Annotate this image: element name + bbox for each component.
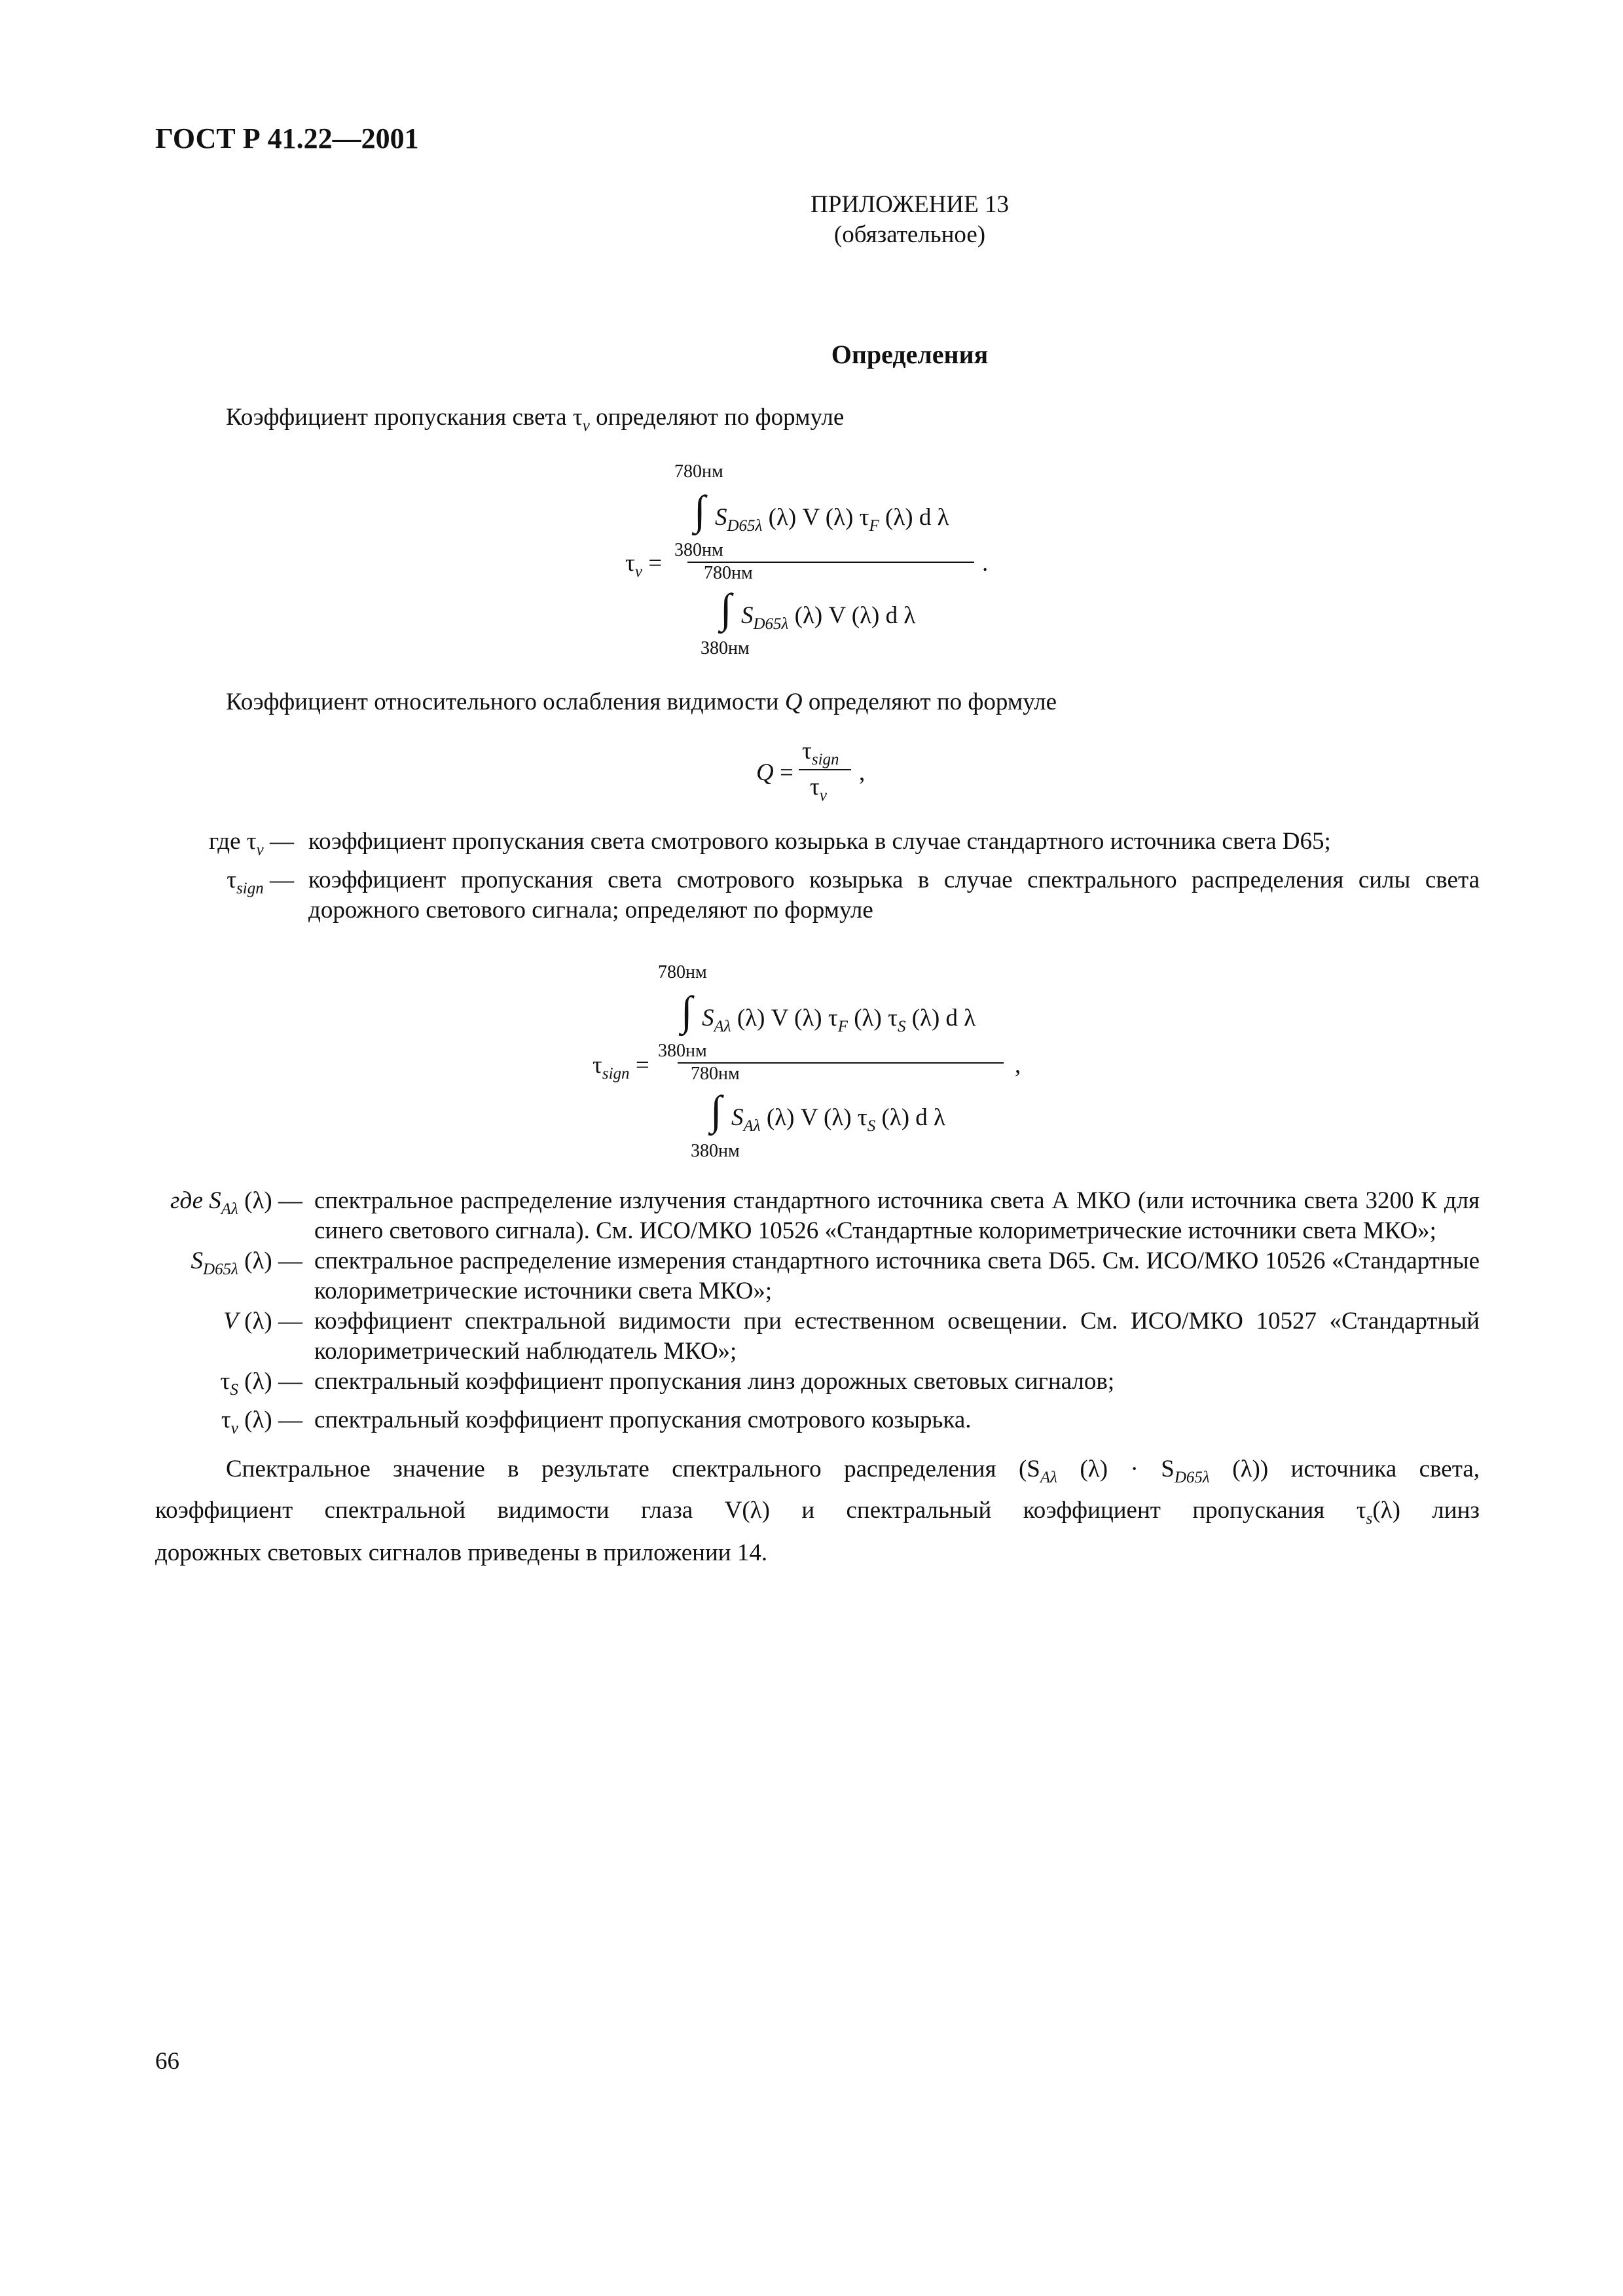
where1-item-tau-sign: [155, 865, 1480, 925]
f3-num-lower-limit: 380нм: [658, 1041, 707, 1061]
f1-den-sub: D65λ: [753, 615, 789, 633]
p1-text: Коэффициент пропускания света τ: [226, 404, 583, 431]
f1-num-integral: ∫: [694, 487, 706, 533]
f1-num-symbol: S: [715, 504, 727, 531]
p2-var: Q: [784, 689, 803, 715]
where2-item: [155, 1367, 1480, 1405]
f2-num-sub: sign: [811, 751, 839, 768]
f1-lhs-symbol: τ: [625, 550, 635, 577]
annex-status: (обязательное): [833, 221, 986, 248]
final-line-3: дорожных световых сигналов приведены в приложении 14.: [155, 1539, 768, 1566]
where2-item: [155, 1246, 1480, 1306]
paragraph-transmittance: [226, 403, 844, 441]
p2-text: Коэффициент относительного ослабления видимости: [226, 689, 785, 715]
where2-term: $\tau_v$ (λ) —: [221, 1407, 302, 1437]
f2-num-symbol: τ: [802, 738, 812, 764]
f1-num-tail2: (λ) d λ: [879, 504, 949, 531]
f1-lhs-sub: v: [634, 563, 642, 581]
page-number: 66: [155, 2048, 179, 2075]
f2-end: ,: [859, 759, 866, 786]
f1-den-integral: ∫: [720, 585, 732, 632]
where2-desc: спектральное распределение измерения стандартного источника света D65. См. ИСО/МКО 10526 «Стандартные колориметрические источники света МКО»;: [314, 1247, 1480, 1304]
where2-desc: спектральное распределение излучения стандартного источника света А МКО (или источника света 3200 К для синего светового сигнала). См. ИСО/МКО 10526 «Стандартные колориметрические источники света МКО»;: [314, 1187, 1480, 1244]
f1-upper-limit: 780нм: [674, 461, 723, 482]
f2-den-sub: v: [819, 787, 827, 804]
where2-item: [155, 1186, 1480, 1246]
p1-tail: определяют по формуле: [589, 404, 845, 431]
f3-lhs: $\tau_{sign}$ =: [593, 1052, 649, 1083]
f1-num-sub: D65λ: [727, 517, 763, 535]
f2-fraction-bar: [799, 769, 851, 770]
f3-upper-limit: 780нм: [658, 962, 707, 982]
f1-end: .: [982, 550, 989, 577]
where1-desc: коэффициент пропускания света смотрового козырька в случае стандартного источника света D65;: [308, 828, 1331, 855]
f1-den-tail: (λ) V (λ) d λ: [788, 602, 916, 629]
f1-den-symbol: S: [741, 602, 754, 629]
f1-den-lower-limit: 380нм: [701, 638, 750, 658]
f2-lhs-symbol: Q: [756, 759, 774, 786]
document-id: ГОСТ Р 41.22—2001: [155, 122, 419, 154]
where1-term: где $\tau_v$ —: [208, 828, 294, 859]
f2-den-symbol: τ: [810, 774, 820, 800]
where2-term: где $S_{A\lambda}$ (λ) —: [170, 1187, 302, 1218]
paragraph-visibility: [226, 687, 1057, 717]
where2-desc: спектральный коэффициент пропускания смотрового козырька.: [314, 1407, 972, 1433]
f3-den-integral: ∫: [710, 1087, 722, 1134]
where2-term: $\tau_S$ (λ) —: [220, 1368, 302, 1399]
where-list-2: [155, 1186, 1480, 1444]
final-line-2: коэффициент спектральной видимости глаза V(λ) и спектральный коэффициент пропускания $\tau_s(\lambda)$ линз: [155, 1497, 1480, 1528]
f1-num-tail: (λ) V (λ) τ: [762, 504, 869, 531]
where2-item: [155, 1405, 1480, 1444]
where2-term: V (λ) —: [223, 1308, 302, 1335]
f1-num-lower-limit: 380нм: [674, 540, 723, 560]
where1-term: $\tau_{sign}$ —: [227, 867, 294, 897]
f2-denominator: [810, 772, 827, 811]
p1-sub: v: [582, 417, 590, 435]
annex-title: ПРИЛОЖЕНИЕ 13: [811, 191, 1009, 218]
section-title: Определения: [831, 340, 989, 369]
where2-desc: спектральный коэффициент пропускания линз дорожных световых сигналов;: [314, 1368, 1115, 1395]
f3-end: ,: [1015, 1052, 1021, 1079]
f3-den-upper-limit: 780нм: [691, 1064, 740, 1084]
f3-den-lower-limit: 380нм: [691, 1141, 740, 1161]
where1-item-tau-v: [155, 827, 1480, 865]
where-list-1: [155, 827, 1480, 925]
f3-num-integral: ∫: [681, 988, 693, 1034]
f1-numerator: [715, 503, 949, 541]
f1-denominator: [741, 601, 915, 639]
where2-desc: коэффициент спектральной видимости при естественном освещении. См. ИСО/МКО 10527 «Стандартный колориметрический наблюдатель МКО»;: [314, 1308, 1480, 1365]
where2-item: [155, 1306, 1480, 1367]
where1-desc: коэффициент пропускания света смотрового козырька в случае спектрального распределения силы света дорожного светового сигнала; определяют по формуле: [308, 867, 1480, 924]
p2-tail: определяют по формуле: [802, 689, 1057, 715]
f1-num-sub2: F: [869, 517, 879, 535]
f1-den-upper-limit: 780нм: [704, 563, 753, 583]
f2-lhs: Q =: [756, 759, 793, 786]
where2-term: $S_{D65\lambda}$ (λ) —: [191, 1247, 302, 1278]
f3-denominator: $S_{A\lambda}$ (λ) V (λ) $\tau_S$ (λ) d λ: [731, 1104, 945, 1135]
annex-heading: [98, 190, 1623, 250]
f3-numerator: $S_{A\lambda}$ (λ) V (λ) $\tau_F$ (λ) $\tau_S$ (λ) d λ: [702, 1005, 976, 1035]
final-line-1: Спектральное значение в результате спектрального распределения ($S_{A\lambda}$ $(\lambda) \cdot S_{D65\lambda}$ (λ)) источника света,: [226, 1456, 1480, 1486]
f1-lhs: $\tau_v$ =: [625, 550, 663, 581]
